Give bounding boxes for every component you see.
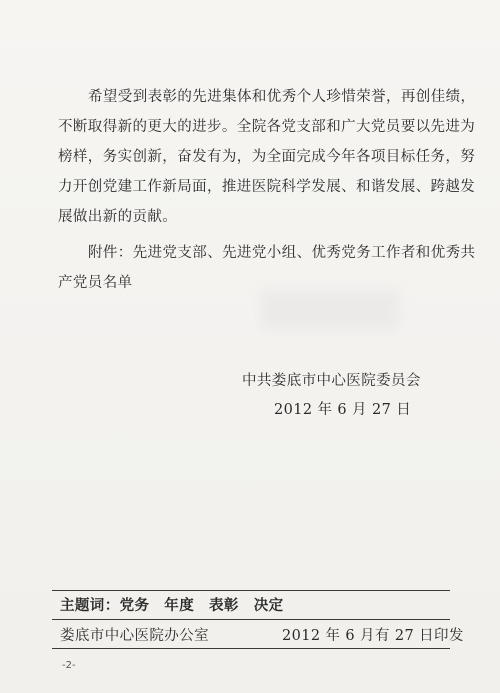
attachment-line-2: 产党员名单 <box>58 275 133 291</box>
body-line-2: 不断取得新的更大的进步。全院各党支部和广大党员要以先进为 <box>58 119 476 135</box>
signature-date: 2012 年 6 月 27 日 <box>274 402 412 418</box>
page-number: -2- <box>62 660 76 671</box>
footer-bottom-rule <box>52 648 450 649</box>
footer-issuer: 娄底市中心医院办公室 <box>60 628 209 644</box>
body-line-5: 展做出新的贡献。 <box>58 209 178 225</box>
footer-print-date: 2012 年 6 月有 27 日印发 <box>282 628 464 644</box>
body-line-3: 榜样，务实创新，奋发有为，为全面完成今年各项目标任务，努 <box>58 149 476 165</box>
attachment-line-1: 附件：先进党支部、先进党小组、优秀党务工作者和优秀共 <box>88 245 476 261</box>
subject-terms: 党务 年度 表彰 决定 <box>119 597 284 614</box>
subject-keywords <box>60 597 284 615</box>
subject-top-rule <box>52 590 450 591</box>
body-line-4: 力开创党建工作新局面，推进医院科学发展、和谐发展、跨越发 <box>58 179 476 195</box>
subject-bottom-rule <box>52 619 450 620</box>
body-line-1: 希望受到表彰的先进集体和优秀个人珍惜荣誉，再创佳绩， <box>88 89 476 105</box>
signature-org: 中共娄底市中心医院委员会 <box>242 373 421 389</box>
subject-label: 主题词： <box>60 597 120 614</box>
